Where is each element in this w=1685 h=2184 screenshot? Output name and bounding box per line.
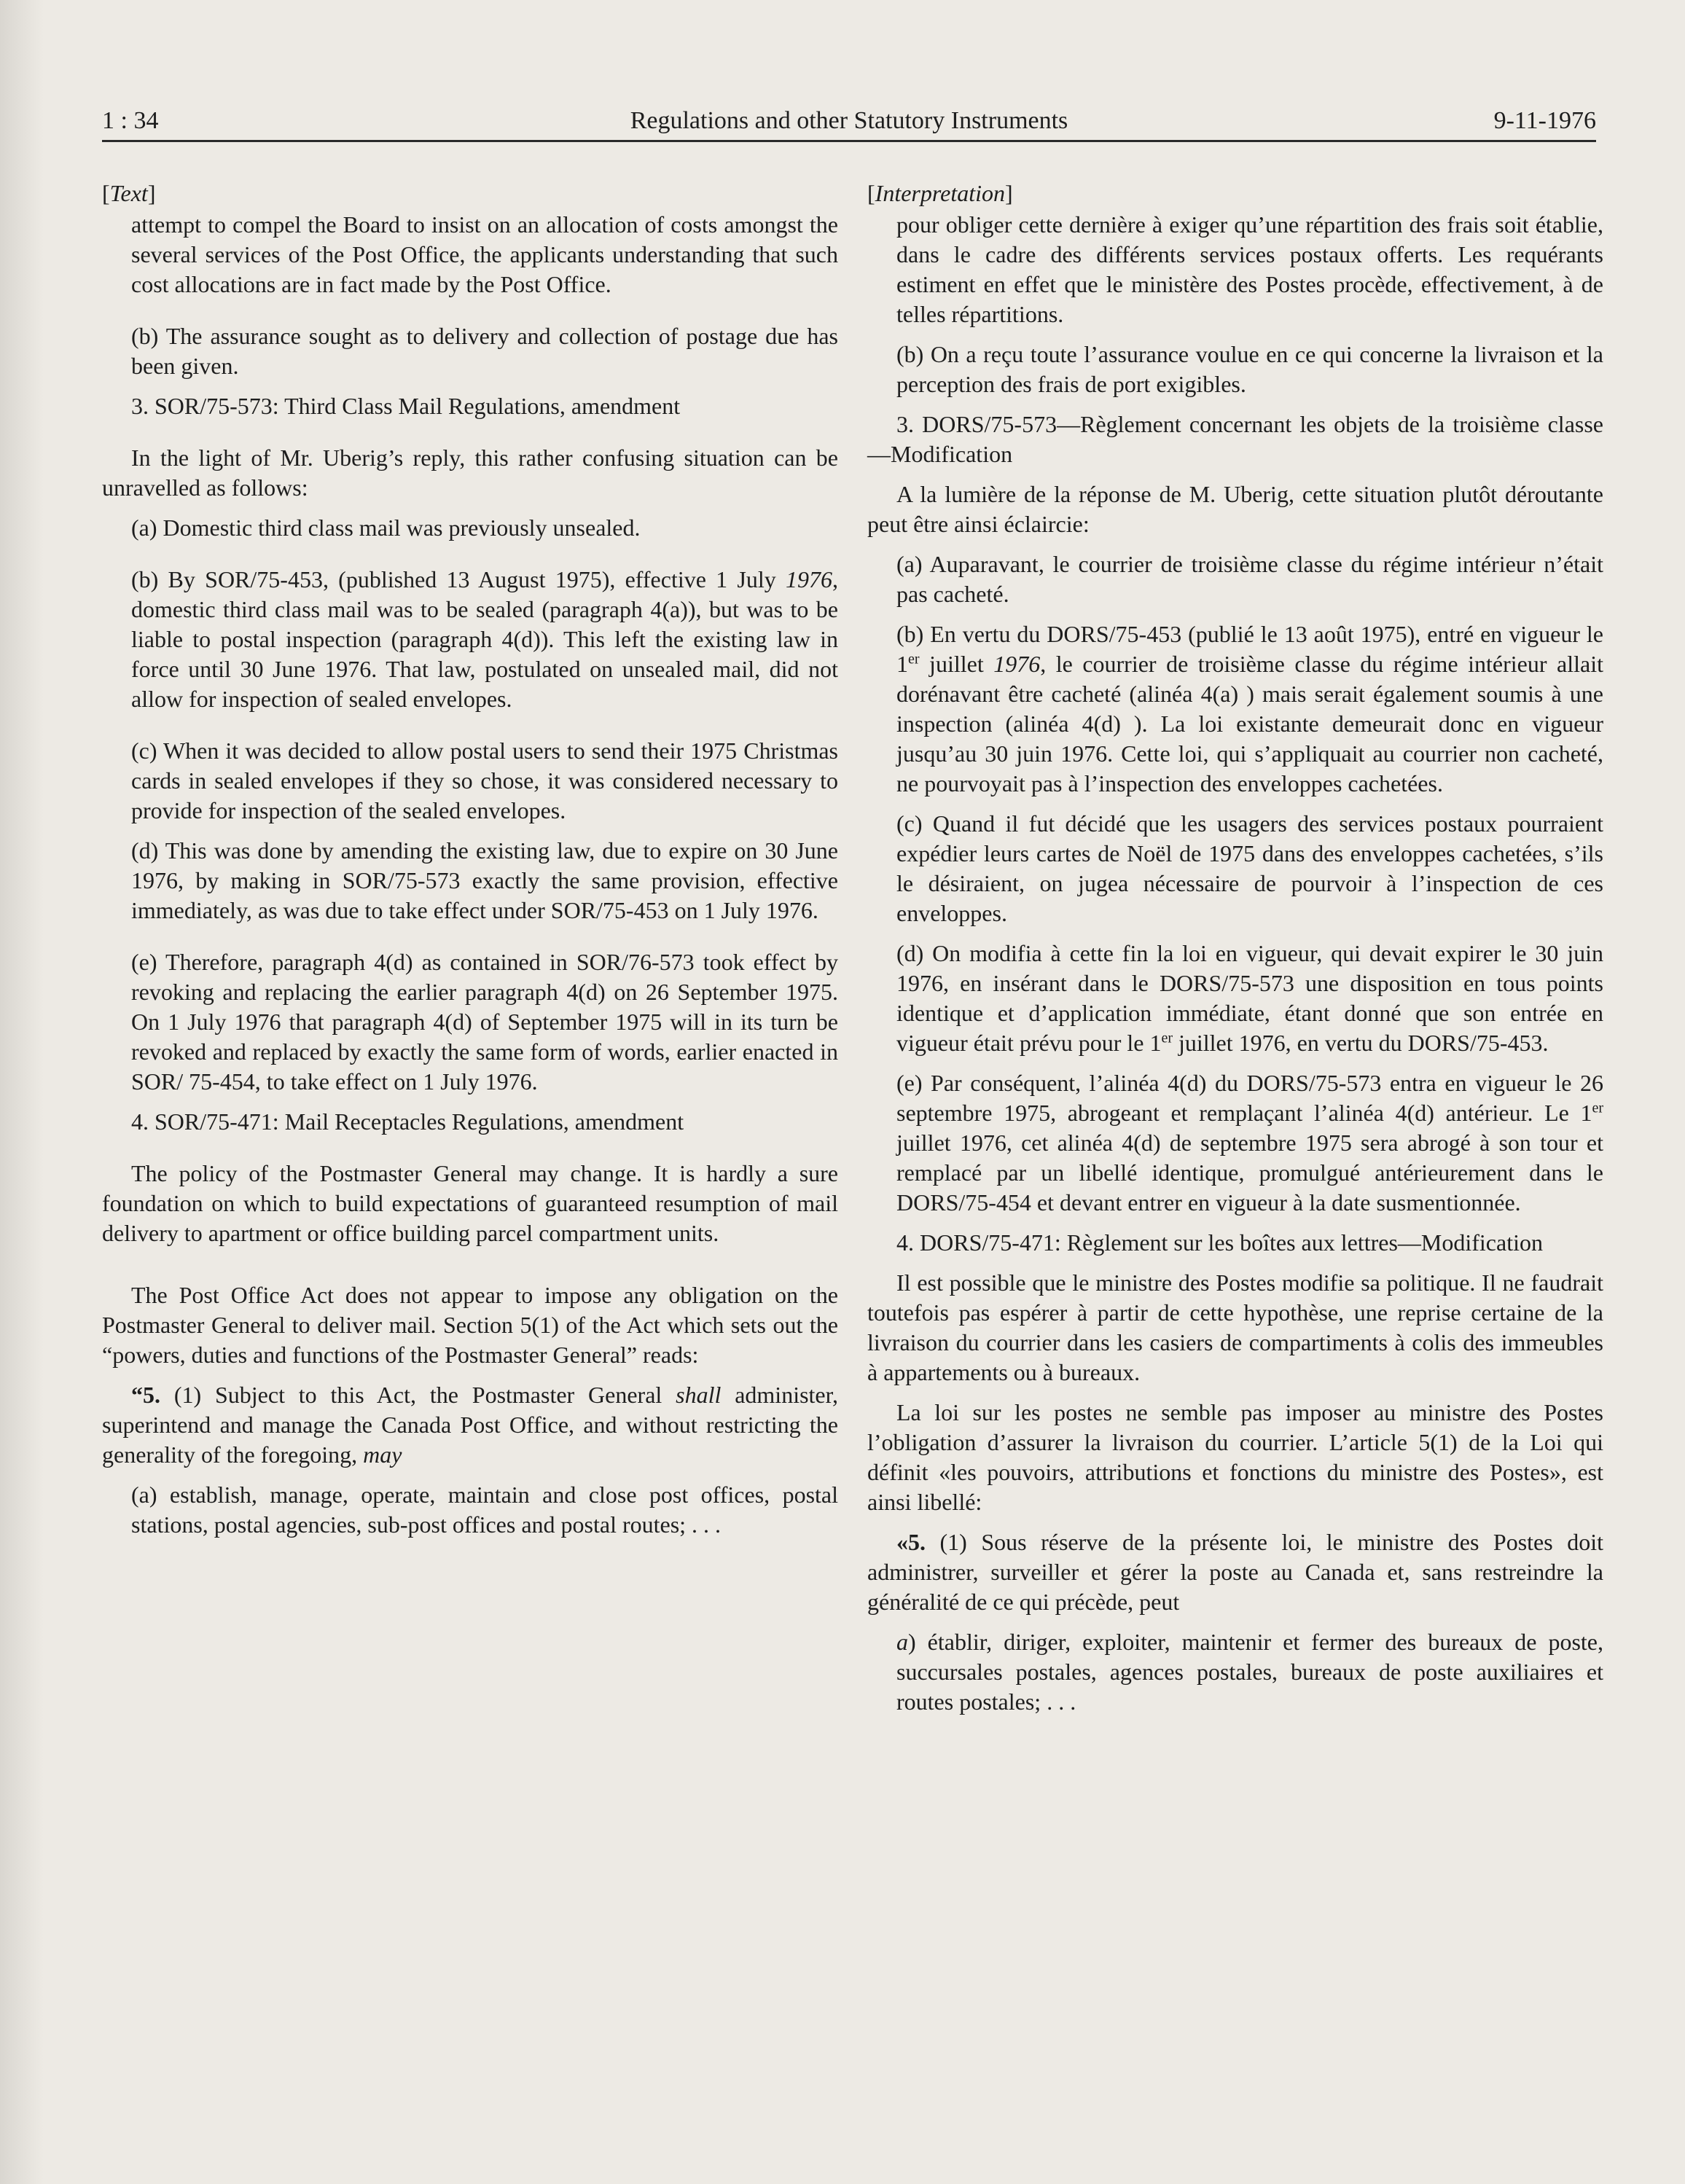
- paragraph: (b) On a reçu toute l’assurance voulue en ce qui concerne la livraison et la perception des frais de port exigibles.: [896, 341, 1603, 397]
- paragraph: (d) On modifia à cette fin la loi en vigueur, qui devait expirer le 30 juin 1976, en insérant dans le DORS/75-573 une disposition en tous points identique et d’application immédiate, étant donné que son entrée en vigueur était prévu pour le 1er juillet 1976, en vertu du DORS/75-453.: [896, 940, 1603, 1056]
- paragraph: La loi sur les postes ne semble pas imposer au ministre des Postes l’obligation d’assurer la livraison du courrier. L’article 5(1) de la Loi qui définit «les pouvoirs, attributions et fonctions du ministre des Postes», est ainsi libellé:: [867, 1399, 1603, 1515]
- paragraph: A la lumière de la réponse de M. Uberig, cette situation plutôt déroutante peut être ainsi éclaircie:: [867, 481, 1603, 537]
- column-heading: [Text]: [102, 180, 156, 206]
- statute-subparagraph: a) établir, diriger, exploiter, maintenir et fermer des bureaux de poste, succursales postales, agences postales, bureaux de poste auxiliaires et routes postales; . . .: [896, 1629, 1603, 1715]
- section-heading: 4. DORS/75-471: Règlement sur les boîtes aux lettres—Modification: [896, 1229, 1543, 1256]
- english-column: [102, 179, 838, 1550]
- paragraph: Il est possible que le ministre des Postes modifie sa politique. Il ne faudrait toutefois pas espérer à partir de cette hypothèse, une reprise certaine de la livraison du courrier dans les casiers de compartiments à colis des immeubles à appartements ou à bureaux.: [867, 1269, 1603, 1385]
- paragraph: (b) En vertu du DORS/75-453 (publié le 13 août 1975), entré en vigueur le 1er juillet 1976, le courrier de troisième classe du régime intérieur allait dorénavant être cacheté (alinéa 4(a) ) mais serait également soumis à une inspection (alinéa 4(d) ). La loi existante demeurait donc en vigueur jusqu’au 30 juin 1976. Cette loi, qui s’appliquait au courrier non cacheté, ne pourvoyait pas à l’inspection des enveloppes cachetées.: [896, 621, 1604, 797]
- paragraph: (b) The assurance sought as to delivery and collection of postage due has been given.: [131, 323, 838, 379]
- issue-date: 9-11-1976: [1493, 107, 1596, 134]
- paragraph: The policy of the Postmaster General may change. It is hardly a sure foundation on which to build expectations of guaranteed resumption of mail delivery to apartment or office building parcel compartment units.: [102, 1160, 838, 1246]
- paragraph: (e) Par conséquent, l’alinéa 4(d) du DORS/75-573 entra en vigueur le 26 septembre 1975, abrogeant et remplaçant l’alinéa 4(d) antérieur. Le 1er juillet 1976, cet alinéa 4(d) de septembre 1975 sera abrogé à son tour et remplacé par un libellé identique, promulgué antérieurement dans le DORS/75-454 et devant entrer en vigueur à la date susmentionnée.: [896, 1070, 1603, 1216]
- paragraph: attempt to compel the Board to insist on an allocation of costs amongst the several services of the Post Office, the applicants understanding that such cost allocations are in fact made by the Post Office.: [131, 211, 838, 297]
- column-heading: [Interpretation]: [867, 180, 1013, 206]
- french-column: [867, 179, 1603, 1727]
- statute-quote: «5. (1) Sous réserve de la présente loi, le ministre des Postes doit administrer, surveiller et gérer la poste au Canada et, sans restreindre la généralité de ce qui précède, peut: [867, 1529, 1603, 1615]
- paragraph: (c) When it was decided to allow postal users to send their 1975 Christmas cards in sealed envelopes if they so chose, it was considered necessary to provide for inspection of the sealed envelopes.: [131, 737, 838, 823]
- paragraph: pour obliger cette dernière à exiger qu’une répartition des frais soit établie, dans le cadre des différents services postaux offerts. Les requérants estiment en effet que le ministère des Postes procède, effectivement, à de telles répartitions.: [896, 211, 1603, 327]
- paragraph: (d) This was done by amending the existing law, due to expire on 30 June 1976, by making in SOR/75-573 exactly the same provision, effective immediately, as was due to take effect under SOR/75-453 on 1 July 1976.: [131, 837, 838, 923]
- section-heading: 4. SOR/75-471: Mail Receptacles Regulations, amendment: [131, 1108, 684, 1135]
- paragraph: (a) Auparavant, le courrier de troisième classe du régime intérieur n’était pas cacheté.: [896, 551, 1603, 607]
- statute-quote: “5. (1) Subject to this Act, the Postmaster General shall administer, superintend and manage the Canada Post Office, and without restricting the generality of the foregoing, may: [102, 1382, 839, 1468]
- publication-title: Regulations and other Statutory Instruments: [630, 107, 1068, 134]
- statute-subparagraph: (a) establish, manage, operate, maintain and close post offices, postal stations, postal agencies, sub-post offices and postal routes; . . .: [131, 1482, 838, 1538]
- paragraph: (e) Therefore, paragraph 4(d) as contained in SOR/76-573 took effect by revoking and replacing the earlier paragraph 4(d) on 26 September 1975. On 1 July 1976 that paragraph 4(d) of September 1975 will in its turn be revoked and replaced by exactly the same form of words, earlier enacted in SOR/ 75-454, to take effect on 1 July 1976.: [131, 949, 838, 1095]
- paragraph: The Post Office Act does not appear to impose any obligation on the Postmaster General to deliver mail. Section 5(1) of the Act which sets out the “powers, duties and functions of the Postmaster General” reads:: [102, 1282, 838, 1368]
- paragraph: (a) Domestic third class mail was previously unsealed.: [131, 514, 641, 541]
- page-edge-shadow: [0, 0, 44, 2184]
- paragraph: In the light of Mr. Uberig’s reply, this rather confusing situation can be unravelled as follows:: [102, 445, 838, 501]
- section-heading: 3. DORS/75-573—Règlement concernant les objets de la troisième classe—Modification: [867, 411, 1603, 467]
- paragraph: (c) Quand il fut décidé que les usagers des services postaux pourraient expédier leurs cartes de Noël de 1975 dans des enveloppes cachetées, s’ils le désiraient, on jugea nécessaire de pourvoir à l’inspection de ces enveloppes.: [896, 810, 1603, 926]
- page-number: 1 : 34: [102, 107, 159, 134]
- section-heading: 3. SOR/75-573: Third Class Mail Regulations, amendment: [131, 393, 681, 419]
- paragraph: (b) By SOR/75-453, (published 13 August 1975), effective 1 July 1976, domestic third class mail was to be sealed (paragraph 4(a)), but was to be liable to postal inspection (paragraph 4(d)). This left the existing law in force until 30 June 1976. That law, postulated on unsealed mail, did not allow for inspection of sealed envelopes.: [131, 566, 838, 712]
- running-header: [102, 102, 1596, 142]
